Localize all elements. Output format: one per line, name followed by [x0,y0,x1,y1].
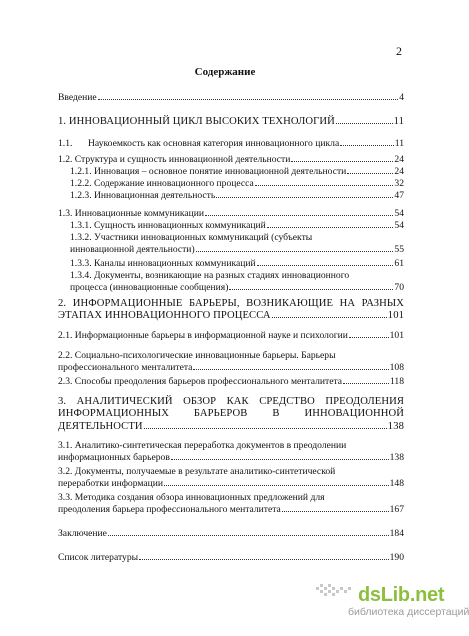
toc-page-number: 11 [394,138,404,149]
toc-page-number: 54 [394,208,404,219]
toc-page-number: 70 [394,281,404,293]
toc-page-number: 148 [389,477,404,489]
toc-page-number: 11 [393,116,404,127]
toc-page-number: 55 [394,243,404,255]
toc-entry-3-3: 3.3. Методика создания обзора инновационных предложений для преодоления барьера профессионального менталитета 167 [58,492,404,515]
toc-entry-1-3-1: 1.3.1. Сущность инновационных коммуникаций 54 [70,220,404,231]
toc-page-number: 108 [389,361,404,373]
watermark-brand: dsLib.net [358,584,445,606]
toc-entry-1-3-2: 1.3.2. Участники инновационных коммуникаций (субъекты инновационной деятельности) 55 [70,232,404,255]
toc-entry-2-3: 2.3. Способы преодоления барьеров профессионального менталитета 118 [58,376,404,387]
toc-page-number: 101 [387,310,404,322]
toc-entry-1-2-2: 1.2.2. Содержание инновационного процесса 32 [70,178,404,189]
toc-page-number: 24 [394,166,404,177]
toc-entry-introduction: Введение 4 [58,92,404,103]
toc-entry-1-2: 1.2. Структура и сущность инновационной деятельности 24 [58,154,404,165]
toc-page-number: 190 [389,552,404,563]
toc-entry-bibliography: Список литературы 190 [58,552,404,563]
toc-entry-1-3-4: 1.3.4. Документы, возникающие на разных стадиях инновационного процесса (инновационные сообщения) 70 [70,270,404,293]
toc-page-number: 32 [394,178,404,189]
toc-page-number: 101 [389,330,404,341]
toc-entry-1-1: 1.1. Наукоемкость как основная категория инновационного цикла 11 [58,138,404,149]
watermark-subtitle: библиотека диссертаций [348,606,469,618]
toc-entry-3-2: 3.2. Документы, получаемые в результате аналитико-синтетической переработки информации 148 [58,466,404,489]
toc-entry-1-3-3: 1.3.3. Каналы инновационных коммуникаций 61 [70,258,404,269]
toc-entry-chapter-1: 1. ИННОВАЦИОННЫЙ ЦИКЛ ВЫСОКИХ ТЕХНОЛОГИЙ 11 [58,116,404,127]
toc-entry-chapter-2: 2. ИНФОРМАЦИОННЫЕ БАРЬЕРЫ, ВОЗНИКАЮЩИЕ НА РАЗНЫХ ЭТАПАХ ИННОВАЦИОННОГО ПРОЦЕССА 101 [58,298,404,322]
toc-page-number: 138 [387,420,404,432]
toc-entry-1-2-3: 1.2.3. Инновационная деятельность 47 [70,190,404,201]
toc-entry-conclusion: Заключение 184 [58,528,404,539]
toc-page-number: 4 [399,92,404,103]
toc-entry-2-1: 2.1. Информационные барьеры в информационной науке и психологии 101 [58,330,404,341]
toc-page-number: 167 [389,503,404,515]
toc-entry-3-1: 3.1. Аналитико-синтетическая переработка документов в преодолении информационных барьеров 138 [58,440,404,463]
toc-entry-1-2-1: 1.2.1. Инновация – основное понятие инновационной деятельности 24 [70,166,404,177]
toc-page-number: 118 [389,376,404,387]
page-title: Содержание [194,66,256,78]
toc-entry-1-3: 1.3. Инновационные коммуникации 54 [58,208,404,219]
toc-page-number: 184 [389,528,404,539]
page-number: 2 [396,44,402,58]
toc-page-number: 61 [394,258,404,269]
toc-page-number: 47 [394,190,404,201]
toc-entry-chapter-3: 3. АНАЛИТИЧЕСКИЙ ОБЗОР КАК СРЕДСТВО ПРЕОДОЛЕНИЯ ИНФОРМАЦИОННЫХ БАРЬЕРОВ В ИННОВАЦИОННОЙ ДЕЯТЕЛЬНОСТИ 138 [58,396,404,432]
toc-entry-2-2: 2.2. Социально-психологические инновационные барьеры. Барьеры профессионального менталитета 108 [58,350,404,373]
toc-page-number: 54 [394,220,404,231]
toc-page-number: 24 [394,154,404,165]
toc-page-number: 138 [389,451,404,463]
